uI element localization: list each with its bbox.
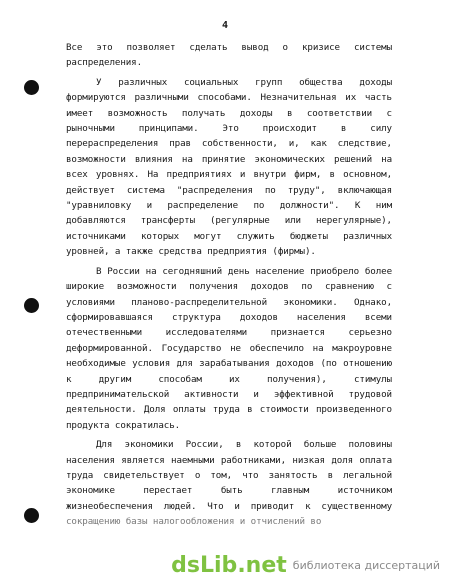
text-line: отечественными исследователями признается серьезно bbox=[66, 327, 392, 339]
text-line: Все это позволяет сделать вывод о кризисе системы bbox=[66, 42, 392, 53]
text-line: В России на сегодняшний день население приобрело более bbox=[96, 265, 392, 277]
paragraph bbox=[66, 437, 392, 529]
text-line: продукта сократилась. bbox=[66, 419, 181, 431]
text-line: "уравниловку и распределение по должности". К ним bbox=[66, 200, 392, 212]
watermark-logo-suffix: .net bbox=[237, 553, 287, 578]
paragraph bbox=[66, 40, 392, 71]
binder-hole bbox=[24, 508, 39, 523]
text-line: Для экономики России, в которой больше половины bbox=[96, 439, 392, 451]
binder-hole bbox=[24, 298, 39, 313]
text-line: имеет возможность получать доходы в соответствии с bbox=[66, 107, 392, 119]
text-line: широкие возможности получения доходов по сравнению с bbox=[66, 281, 392, 293]
document-body bbox=[66, 40, 392, 530]
page-number: 4 bbox=[221, 20, 229, 31]
text-line: распределения. bbox=[66, 57, 143, 69]
text-line: к другим способам их получения), стимулы bbox=[66, 373, 392, 385]
text-line: экономике перестает быть главным источником bbox=[66, 485, 392, 497]
text-line: У различных социальных групп общества доходы bbox=[96, 76, 392, 88]
text-line: действует система "распределения по труду", включающая bbox=[66, 184, 392, 196]
watermark bbox=[171, 553, 440, 578]
watermark-logo bbox=[171, 553, 287, 578]
text-line: необходимые условия для зарабатывания доходов (по отношению bbox=[66, 358, 392, 370]
text-line: сформировавшаяся структура доходов населения всеми bbox=[66, 311, 392, 323]
text-line: населения является наемными работниками, низкая доля оплата bbox=[66, 454, 392, 466]
text-line: добавляются трансферты (регулярные или нерегулярные), bbox=[66, 215, 392, 227]
text-line: деформированной. Государство не обеспечило на макроуровне bbox=[66, 342, 392, 354]
watermark-logo-main: dsLib bbox=[171, 553, 238, 578]
text-line: труда свидетельствует о том, что занятость в легальной bbox=[66, 469, 392, 481]
paragraph bbox=[66, 75, 392, 260]
text-line: условиями планово-распределительной экономики. Однако, bbox=[66, 296, 392, 308]
text-line: источниками которых могут служить бюджеты различных bbox=[66, 230, 392, 242]
text-line: уровней, а также средства предприятия (фирмы). bbox=[66, 246, 316, 258]
watermark-subtitle: библиотека диссертаций bbox=[292, 559, 440, 572]
text-line: жизнеобеспечения людей. Что и приводит к существенному bbox=[66, 500, 392, 512]
text-line: предпринимательской активности и эффективной трудовой bbox=[66, 388, 392, 400]
text-line: перераспределения прав собственности, и, как следствие, bbox=[66, 138, 392, 150]
text-line: сокращению базы налогообложения и отчислений во bbox=[66, 516, 322, 528]
text-line: деятельности. Доля оплаты труда в стоимости произведенного bbox=[66, 404, 392, 416]
text-line: возможности влияния на принятие экономических решений на bbox=[66, 153, 392, 165]
paragraph bbox=[66, 264, 392, 433]
text-line: формируются различными способами. Незначительная их часть bbox=[66, 92, 392, 104]
text-line: всех уровнях. На предприятиях и внутри фирм, в основном, bbox=[66, 169, 392, 181]
binder-hole bbox=[24, 80, 39, 95]
text-line: рыночными принципами. Это происходит в силу bbox=[66, 123, 392, 135]
